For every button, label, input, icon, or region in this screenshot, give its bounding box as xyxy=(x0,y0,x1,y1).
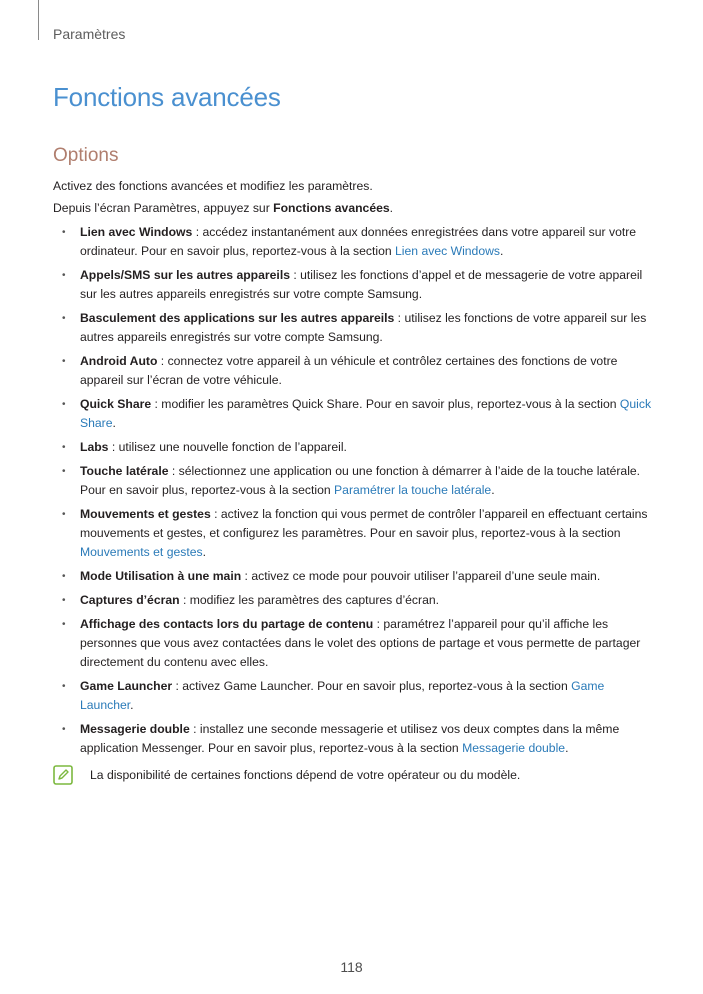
item-text: : modifier les paramètres Quick Share. Pour en savoir plus, reportez-vous à la section xyxy=(151,397,620,411)
list-item-lien-avec-windows xyxy=(53,223,653,261)
options-list xyxy=(53,223,653,758)
header-section-label: Paramètres xyxy=(53,26,126,42)
list-item-mode-une-main xyxy=(53,567,653,586)
list-item-android-auto xyxy=(53,352,653,390)
intro-text: Activez des fonctions avancées et modifiez les paramètres. xyxy=(53,179,373,193)
item-term: Captures d’écran xyxy=(80,593,180,607)
list-item-basculement xyxy=(53,309,653,347)
header-divider xyxy=(38,0,39,40)
bullet-icon: • xyxy=(62,270,66,281)
item-term: Lien avec Windows xyxy=(80,225,193,239)
item-term: Labs xyxy=(80,440,109,454)
item-term: Mode Utilisation à une main xyxy=(80,569,242,583)
bullet-icon: • xyxy=(62,227,66,238)
item-text: : activez la fonction qui vous permet de contrôler l’appareil en effectuant certains mouvements et gestes, et configurez les paramètres. Pour en savoir plus, reportez-vous à la section xyxy=(80,507,648,540)
item-term: Game Launcher xyxy=(80,679,173,693)
item-end: . xyxy=(112,416,116,430)
instruction-text xyxy=(53,199,653,218)
item-text: : paramétrez l’appareil pour qu’il affiche les personnes que vous avez contactées dans le volet des options de partage et vous permette de partager directement du contenu avec elles. xyxy=(80,617,641,669)
item-text: : accédez instantanément aux données enregistrées dans votre appareil sur votre ordinateur. Pour en savoir plus, reportez-vous à la section xyxy=(80,225,637,258)
item-end: . xyxy=(491,483,495,497)
item-link[interactable]: Paramétrer la touche latérale xyxy=(334,483,492,497)
item-text: : connectez votre appareil à un véhicule et contrôlez certaines des fonctions de votre appareil sur l’écran de votre véhicule. xyxy=(80,354,618,387)
instruction-after: . xyxy=(389,201,394,215)
bullet-icon: • xyxy=(62,356,66,367)
list-item-quick-share xyxy=(53,395,653,433)
instruction-bold: Fonctions avancées xyxy=(273,201,390,215)
item-link[interactable]: Game Launcher xyxy=(80,679,605,712)
item-end: . xyxy=(130,698,134,712)
list-item-captures-ecran xyxy=(53,591,653,610)
item-term: Android Auto xyxy=(80,354,158,368)
item-end: . xyxy=(500,244,504,258)
item-text: : activez ce mode pour pouvoir utiliser l’appareil d’une seule main. xyxy=(241,569,601,583)
item-term: Affichage des contacts lors du partage de contenu xyxy=(80,617,374,631)
bullet-icon: • xyxy=(62,313,66,324)
list-item-game-launcher xyxy=(53,677,653,715)
item-term: Basculement des applications sur les autres appareils xyxy=(80,311,395,325)
bullet-icon: • xyxy=(62,595,66,606)
note-pencil-icon xyxy=(53,765,73,785)
item-link[interactable]: Messagerie double xyxy=(462,741,566,755)
availability-note xyxy=(53,766,653,788)
item-term: Appels/SMS sur les autres appareils xyxy=(80,268,290,282)
list-item-touche-laterale xyxy=(53,462,653,500)
list-item-appels-sms xyxy=(53,266,653,304)
page-title: Fonctions avancées xyxy=(53,82,281,112)
item-end: . xyxy=(202,545,207,559)
list-item-messagerie-double xyxy=(53,720,653,758)
item-link[interactable]: Mouvements et gestes xyxy=(80,545,203,559)
list-item-affichage-contacts xyxy=(53,615,653,672)
item-link[interactable]: Lien avec Windows xyxy=(395,244,501,258)
note-text: La disponibilité de certaines fonctions dépend de votre opérateur ou du modèle. xyxy=(90,768,521,782)
item-link[interactable]: Quick Share xyxy=(80,397,652,430)
section-title: Options xyxy=(53,145,119,166)
item-text: : utilisez les fonctions d’appel et de messagerie de votre appareil sur les autres appareils enregistrés sur votre compte Samsung. xyxy=(80,268,643,301)
item-text: : sélectionnez une application ou une fonction à démarrer à l’aide de la touche latérale. Pour en savoir plus, reportez-vous à la section xyxy=(80,464,641,497)
item-text: : installez une seconde messagerie et utilisez vos deux comptes dans la même application Messenger. Pour en savoir plus, reportez-vous à la section xyxy=(80,722,620,755)
page-number: 118 xyxy=(340,959,363,975)
item-term: Messagerie double xyxy=(80,722,190,736)
bullet-icon: • xyxy=(62,442,66,453)
bullet-icon: • xyxy=(62,724,66,735)
bullet-icon: • xyxy=(62,619,66,630)
bullet-icon: • xyxy=(62,509,66,520)
bullet-icon: • xyxy=(62,681,66,692)
item-term: Quick Share xyxy=(80,397,152,411)
item-term: Touche latérale xyxy=(80,464,169,478)
item-text: : utilisez une nouvelle fonction de l’appareil. xyxy=(108,440,347,454)
list-item-mouvements-gestes xyxy=(53,505,653,562)
item-end: . xyxy=(565,741,569,755)
bullet-icon: • xyxy=(62,466,66,477)
bullet-icon: • xyxy=(62,571,66,582)
list-item-labs xyxy=(53,438,653,457)
item-text: : activez Game Launcher. Pour en savoir plus, reportez-vous à la section xyxy=(172,679,572,693)
content-body xyxy=(53,177,653,788)
item-text: : utilisez les fonctions de votre appareil sur les autres appareils enregistrés sur votre compte Samsung. xyxy=(80,311,647,344)
item-text: : modifiez les paramètres des captures d’écran. xyxy=(179,593,440,607)
item-term: Mouvements et gestes xyxy=(80,507,211,521)
bullet-icon: • xyxy=(62,399,66,410)
instruction-before: Depuis l’écran Paramètres, appuyez sur xyxy=(53,201,274,215)
